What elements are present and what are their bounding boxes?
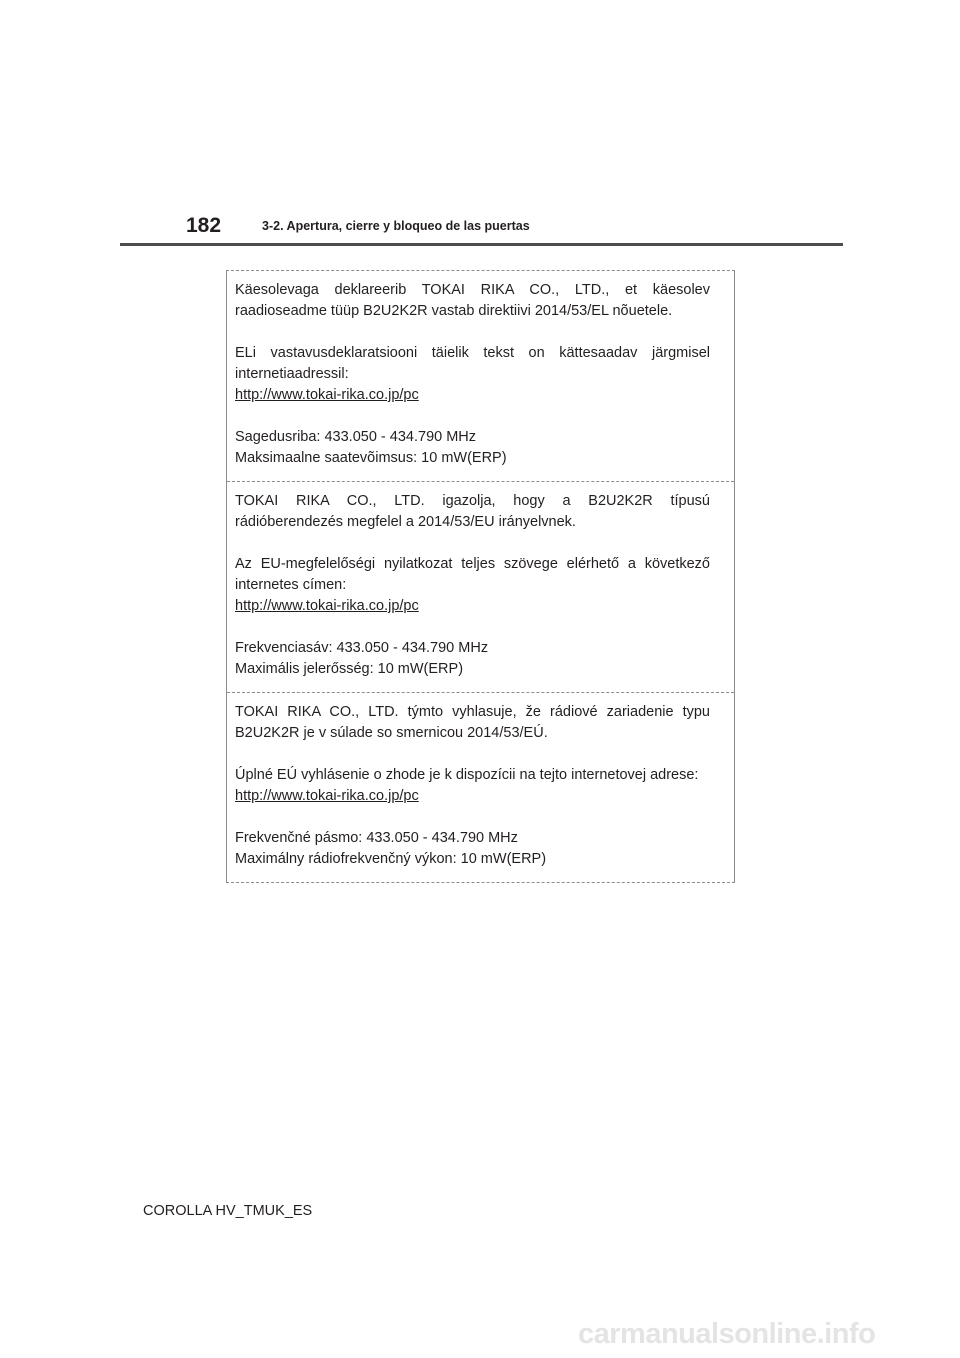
page-number: 182: [186, 214, 222, 237]
footer-model-code: COROLLA HV_TMUK_ES: [143, 1203, 313, 1219]
full-text-notice: ELi vastavusdeklaratsiooni täielik tekst on kättesaadav järgmisel internetiaadressil:: [235, 345, 710, 382]
declaration-link[interactable]: http://www.tokai-rika.co.jp/pc: [235, 788, 419, 804]
declaration-link[interactable]: http://www.tokai-rika.co.jp/pc: [235, 598, 419, 614]
frequency-band: Frekvenciasáv: 433.050 - 434.790 MHz: [235, 640, 489, 656]
declaration-statement: TOKAI RIKA CO., LTD. týmto vyhlasuje, že rádiové zariadenie typu B2U2K2R je v súlade so smernicou 2014/53/EÚ.: [235, 704, 710, 741]
header-rule: [120, 243, 843, 246]
max-power: Maksimaalne saatevõimsus: 10 mW(ERP): [235, 450, 507, 466]
frequency-band: Sagedusriba: 433.050 - 434.790 MHz: [235, 429, 477, 445]
watermark: carmanualsonline.info: [578, 1318, 876, 1350]
full-text-notice: Úplné EÚ vyhlásenie o zhode je k dispozícii na tejto internetovej adrese:: [235, 767, 699, 783]
declaration-statement: Käesolevaga deklareerib TOKAI RIKA CO., LTD., et käesolev raadioseadme tüüp B2U2K2R vastab direktiivi 2014/53/EL nõuetele.: [235, 282, 710, 319]
frequency-band: Frekvenčné pásmo: 433.050 - 434.790 MHz: [235, 830, 518, 846]
declaration-statement: TOKAI RIKA CO., LTD. igazolja, hogy a B2U2K2R típusú rádióberendezés megfelel a 2014/53/EU irányelvnek.: [235, 493, 710, 530]
full-text-notice: Az EU-megfelelőségi nyilatkozat teljes szövege elérhető a következő internetes címen:: [235, 556, 710, 593]
max-power: Maximális jelerősség: 10 mW(ERP): [235, 661, 464, 677]
section-title: 3-2. Apertura, cierre y bloqueo de las puertas: [262, 219, 530, 233]
declaration-section-slovak: [227, 692, 734, 882]
declaration-section-estonian: [227, 271, 734, 481]
declaration-section-hungarian: [227, 481, 734, 692]
max-power: Maximálny rádiofrekvenčný výkon: 10 mW(ERP): [235, 851, 547, 867]
declaration-link[interactable]: http://www.tokai-rika.co.jp/pc: [235, 387, 419, 403]
declaration-box: [226, 270, 735, 883]
